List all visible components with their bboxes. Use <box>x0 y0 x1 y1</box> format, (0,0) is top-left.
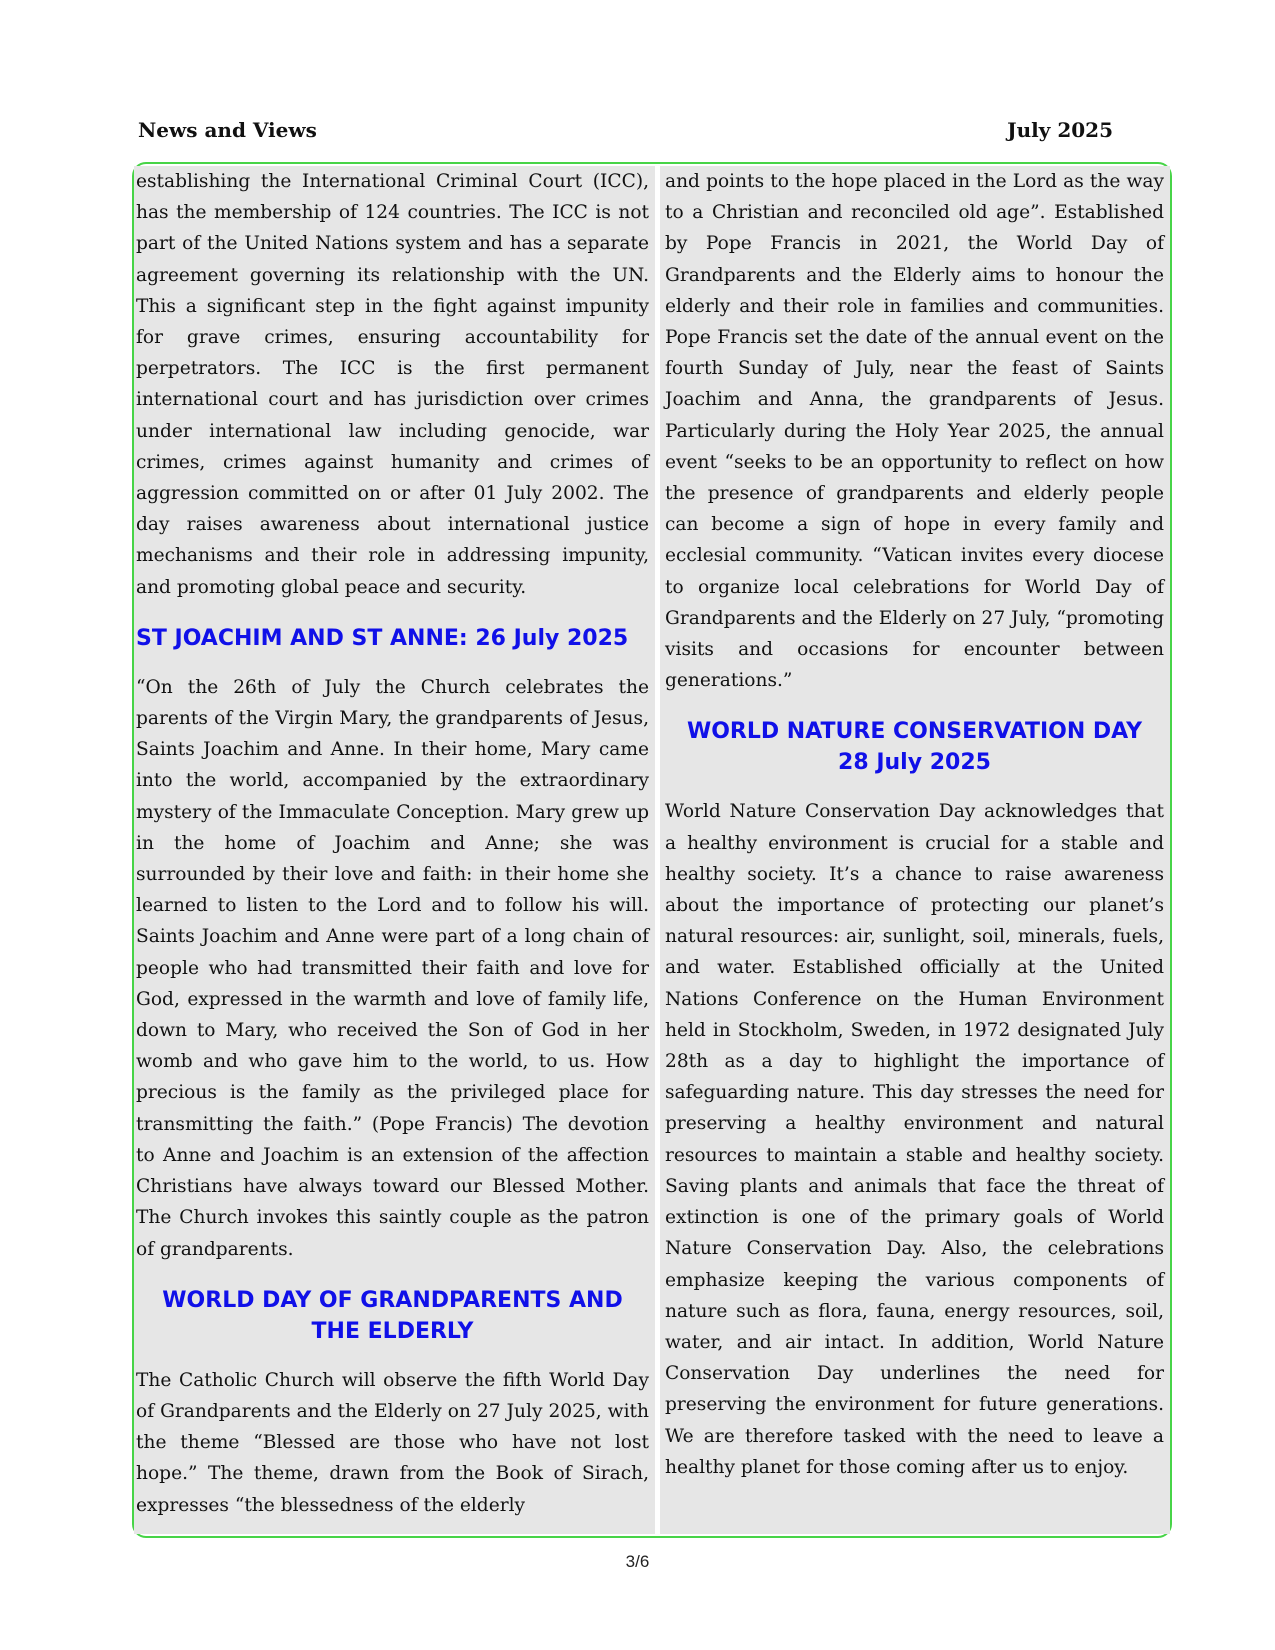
section-heading-nature-day <box>665 716 1164 778</box>
nature-day-paragraph: World Nature Conservation Day acknowledges that a healthy environment is crucial for a stable and healthy society. It’s a chance to raise awareness about the importance of protecting our planet’s natural resources: air, sunlight, soil, minerals, fuels, and water. Established officially at the United Nations Conference on the Human Environment held in Stockholm, Sweden, in 1972 designated July 28th as a day to highlight the importance of safeguarding nature. This day stresses the need for preserving a healthy environment and natural resources to maintain a stable and healthy society. Saving plants and animals that face the threat of extinction is one of the primary goals of World Nature Conservation Day. Also, the celebrations emphasize keeping the various components of nature such as flora, fauna, energy resources, soil, water, and air intact. In addition, World Nature Conservation Day underlines the need for preserving the environment for future generations. We are therefore tasked with the need to leave a healthy planet for those coming after us to enjoy. <box>665 801 1164 1478</box>
grandparents-continued-paragraph: and points to the hope placed in the Lord as the way to a Christian and reconciled old age”. Established by Pope Francis in 2021, the World Day of Grandparents and the Elderly aims to honour the elderly and their role in families and communities. Pope Francis set the date of the annual event on the fourth Sunday of July, near the feast of Saints Joachim and Anna, the grandparents of Jesus. Particularly during the Holy Year 2025, the annual event “seeks to be an opportunity to reflect on how the presence of grandparents and elderly people can become a sign of hope in every family and ecclesial community. “Vatican invites every diocese to organize local celebrations for World Day of Grandparents and the Elderly on 27 July, “promoting visits and occasions for encounter between generations.” <box>665 171 1164 692</box>
nature-day-heading-date: 28 July 2025 <box>838 750 991 776</box>
right-column <box>660 166 1170 1534</box>
left-column <box>134 166 655 1534</box>
page-header <box>138 118 1113 142</box>
grandparents-day-paragraph: The Catholic Church will observe the fifth World Day of Grandparents and the Elderly on 27 July 2025, with the theme “Blessed are those who have not lost hope.” The theme, drawn from the Book of Sirach, expresses “the blessedness of the elderly <box>136 1369 649 1516</box>
joachim-anne-paragraph: “On the 26th of July the Church celebrates the parents of the Virgin Mary, the grandparents of Jesus, Saints Joachim and Anne. In their home, Mary came into the world, accompanied by the extraordinary mystery of the Immaculate Conception. Mary grew up in the home of Joachim and Anne; she was surrounded by their love and faith: in their home she learned to listen to the Lord and to follow his will. Saints Joachim and Anne were part of a long chain of people who had transmitted their faith and love for God, expressed in the warmth and love of family life, down to Mary, who received the Son of God in her womb and who gave him to the world, to us. How precious is the family as the privileged place for transmitting the faith.” (Pope Francis) The devotion to Anne and Joachim is an extension of the affection Christians have always toward our Blessed Mother. The Church invokes this saintly couple as the patron of grandparents. <box>136 676 649 1260</box>
publication-title: News and Views <box>138 118 317 142</box>
section-heading-grandparents-day: WORLD DAY OF GRANDPARENTS AND THE ELDERLY <box>162 1287 623 1344</box>
nature-day-heading-title: WORLD NATURE CONSERVATION DAY <box>686 719 1143 745</box>
icc-paragraph: establishing the International Criminal Court (ICC), has the membership of 124 countries. The ICC is not part of the United Nations system and has a separate agreement governing its relationship with the UN. This a significant step in the fight against impunity for grave crimes, ensuring accountability for perpetrators. The ICC is the first permanent international court and has jurisdiction over crimes under international law including genocide, war crimes, crimes against humanity and crimes of aggression committed on or after 01 July 2002. The day raises awareness about international justice mechanisms and their role in addressing impunity, and promoting global peace and security. <box>136 171 649 598</box>
section-heading-joachim-anne: ST JOACHIM AND ST ANNE: 26 July 2025 <box>136 625 629 651</box>
issue-date: July 2025 <box>1007 118 1113 142</box>
page-number: 3/6 <box>625 1552 650 1571</box>
